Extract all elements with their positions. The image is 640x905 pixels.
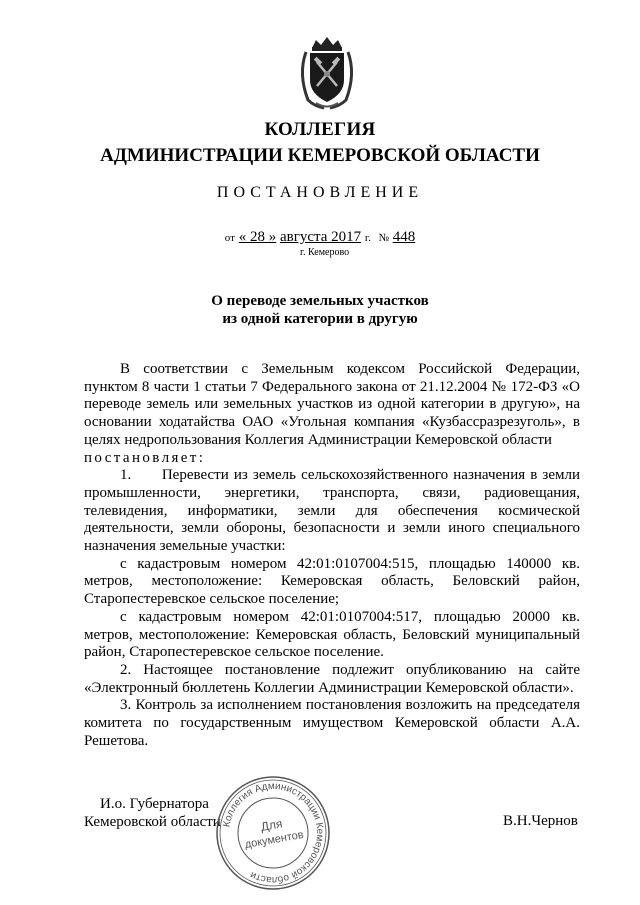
date-quote-open: « <box>238 229 247 245</box>
date-quote-close: » <box>268 229 277 245</box>
clause-2: 2. Настоящее постановление подлежит опубликованию на сайте «Электронный бюллетень Коллегии Администрации Кемеровской области». <box>84 661 580 696</box>
collegium-heading: КОЛЛЕГИЯ <box>264 119 376 140</box>
date-prefix: от <box>224 232 235 244</box>
role-line-1: И.о. Губернатора <box>100 796 209 812</box>
clause-3: 3. Контроль за исполнением постановления возложить на председателя комитета по государственным имуществом Кемеровской области А.А. Решетова. <box>84 697 580 749</box>
stamp-center-line-2: документов <box>243 828 305 851</box>
preamble-text: В соответствии с Земельным кодексом Российской Федерации, пунктом 8 части 1 статьи 7 Федерального закона от 21.12.2004 № 172-ФЗ «О переводе земель или земельных участков из одной категории в другую», на основании ходатайства ОАО «Угольная компания «Кузбассразрезуголь», в целях недропользования Коллегия Администрации Кемеровской области <box>84 361 580 448</box>
document-body <box>84 361 584 750</box>
coat-of-arms-emblem <box>296 34 358 110</box>
title-line-2: из одной категории в другую <box>222 311 418 327</box>
stamp-ring-text: Коллегия Администрации Кемеровской области <box>221 780 326 886</box>
stamp-center-line-1: Для <box>259 816 284 834</box>
date-line <box>0 229 640 246</box>
date-year-suffix: г. <box>364 232 371 244</box>
parcel-515: с кадастровым номером 42:01:0107004:515, площадью 140000 кв. метров, местоположение: Кемеровская область, Беловский район, Старопестеревское сельское поселение; <box>84 555 580 608</box>
official-stamp <box>213 773 333 893</box>
document-number: 448 <box>392 229 416 245</box>
clause-1: 1. Перевести из земель сельскохозяйственного назначения в земли промышленности, энергетики, транспорта, связи, радиовещания, телевидения, информатики, земли для обеспечения космической деятельности, земли обороны, безопасности и земли иного специального назначения земельные участки: <box>84 467 584 555</box>
number-sign: № <box>378 232 389 244</box>
date-month-year: августа 2017 <box>279 229 362 245</box>
document-title <box>0 292 640 328</box>
preamble-paragraph <box>84 361 580 467</box>
parcel-517: с кадастровым номером 42:01:0107004:517, площадью 20000 кв. метров, местоположение: Кемеровская область, Беловский муниципальный район, Старопестеревское сельское поселение. <box>84 608 580 661</box>
date-day: 28 <box>246 229 269 245</box>
signatory-name: В.Н.Чернов <box>503 813 578 829</box>
document-type: ПОСТАНОВЛЕНИЕ <box>216 184 424 201</box>
resolves-word: постановляет: <box>84 449 206 466</box>
role-line-2: Кемеровской области <box>84 814 221 830</box>
title-line-1: О переводе земельных участков <box>211 293 429 309</box>
city-label: г. Кемерово <box>300 247 350 258</box>
signatory-role <box>84 795 221 831</box>
administration-heading: АДМИНИСТРАЦИИ КЕМЕРОВСКОЙ ОБЛАСТИ <box>100 145 540 166</box>
